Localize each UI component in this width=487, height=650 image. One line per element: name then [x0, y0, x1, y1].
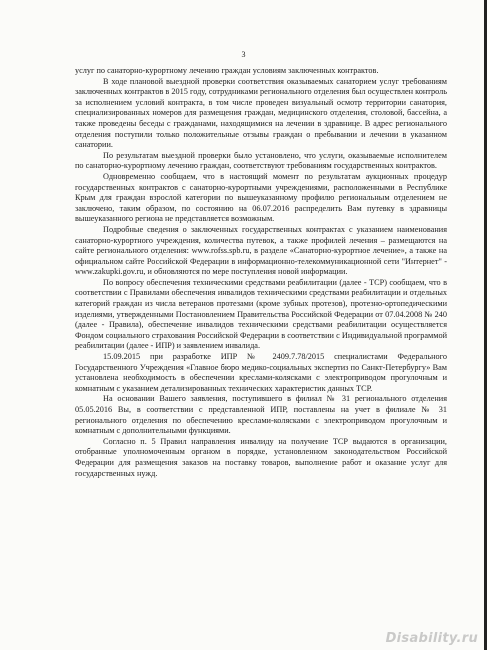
paragraph-inspection-results: По результатам выездной проверки было установлено, что услуги, оказываемые исполнителем по санаторно-курортному лечению граждан, соответствуют требованиям государственных контрактов.: [75, 150, 447, 171]
paragraph-rules-p5: Согласно п. 5 Правил направления инвалиду на получение ТСР выдаются в организации, отобранные уполномоченным органом в порядке, установленном законодательством Российской Федерации для размещения заказов на поставку товаров, выполнение работ и оказание услуг для государственных нужд.: [75, 436, 447, 478]
paragraph-crimea-contracts: Одновременно сообщаем, что в настоящий момент по результатам аукционных процедур государственных контрактов с санаторно-курортными учреждениями, расположенными в Республике Крым для граждан взрослой категории по вышеуказанному профилю региональным отделением не заключено, таким образом, по состоянию на 06.07.2016 распределить Вам путевку в здравницы вышеуказанного региона не представляется возможным.: [75, 171, 447, 224]
paragraph-application: На основании Вашего заявления, поступившего в филиал № 31 регионального отделения 05.05.2016 Вы, в соответствии с представленной ИПР, поставлены на учет в филиале № 31 регионального отделения по обеспечению креслами-колясками с электроприводом прогулочным и комнатным с дополнительными функциями.: [75, 394, 447, 436]
paragraph-ipr: 15.09.2015 при разработке ИПР № 2409.7.78/2015 специалистами Федерального Государственного Учреждения «Главное бюро медико-социальных экспертиз по Санкт-Петербургу» Вам установлена необходимость в обеспечении креслами-колясками с электроприводом прогулочным и комнатным с указанием детализированных технических характеристик данных ТСР.: [75, 352, 447, 393]
paragraph-contract-details: Подробные сведения о заключенных государственных контрактах с указанием наименования санаторно-курортного учреждения, количества путевок, а также профилей лечения – размещаются на сайте регионального отделения: www.rofss.spb.ru, в разделе «Санаторно-курортное лечение», а также на официальном сайте Российской Федерации в информационно-телекоммуникационной сети "Интернет" - www.zakupki.gov.ru, и обновляются по мере поступления новой информации.: [75, 224, 447, 277]
site-watermark: Disability.ru: [385, 631, 478, 646]
page-number: 3: [241, 50, 246, 59]
paragraph-tsr-rules: По вопросу обеспечения техническими средствами реабилитации (далее - ТСР) сообщаем, что в соответствии с Правилами обеспечения инвалидов техническими средствами реабилитации и отдельных категорий граждан из числа ветеранов протезами (кроме зубных протезов), протезно-ортопедическими изделиями, утвержденными Постановлением Правительства Российской Федерации от 07.04.2008 № 240 (далее - Правила), обеспечение инвалидов техническими средствами реабилитации осуществляется Фондом социального страхования Российской Федерации в соответствии с Индивидуальной программой реабилитации (далее - ИПР) и заявлением инвалида.: [75, 277, 447, 351]
paragraph-continuation: услуг по санаторно-курортному лечению граждан условиям заключенных контрактов.: [75, 66, 379, 75]
paragraph-inspection: В ходе плановой выездной проверки соответствия оказываемых санаторием услуг требованиям заключенных контрактов в 2015 году, сотрудниками регионального отделения был осуществлен контроль за исполнением условий контракта, в том числе проведен визуальный осмотр территории санатория, специализированных номеров для размещения граждан, медицинского отделения, столовой, бассейна, а также проведены беседы с гражданами, находящимися на лечении в здравнице. В адрес регионального отделения поступили только положительные отзывы граждан о пребывании и лечении в указанном санатории.: [75, 76, 447, 150]
document-body: [75, 66, 447, 479]
